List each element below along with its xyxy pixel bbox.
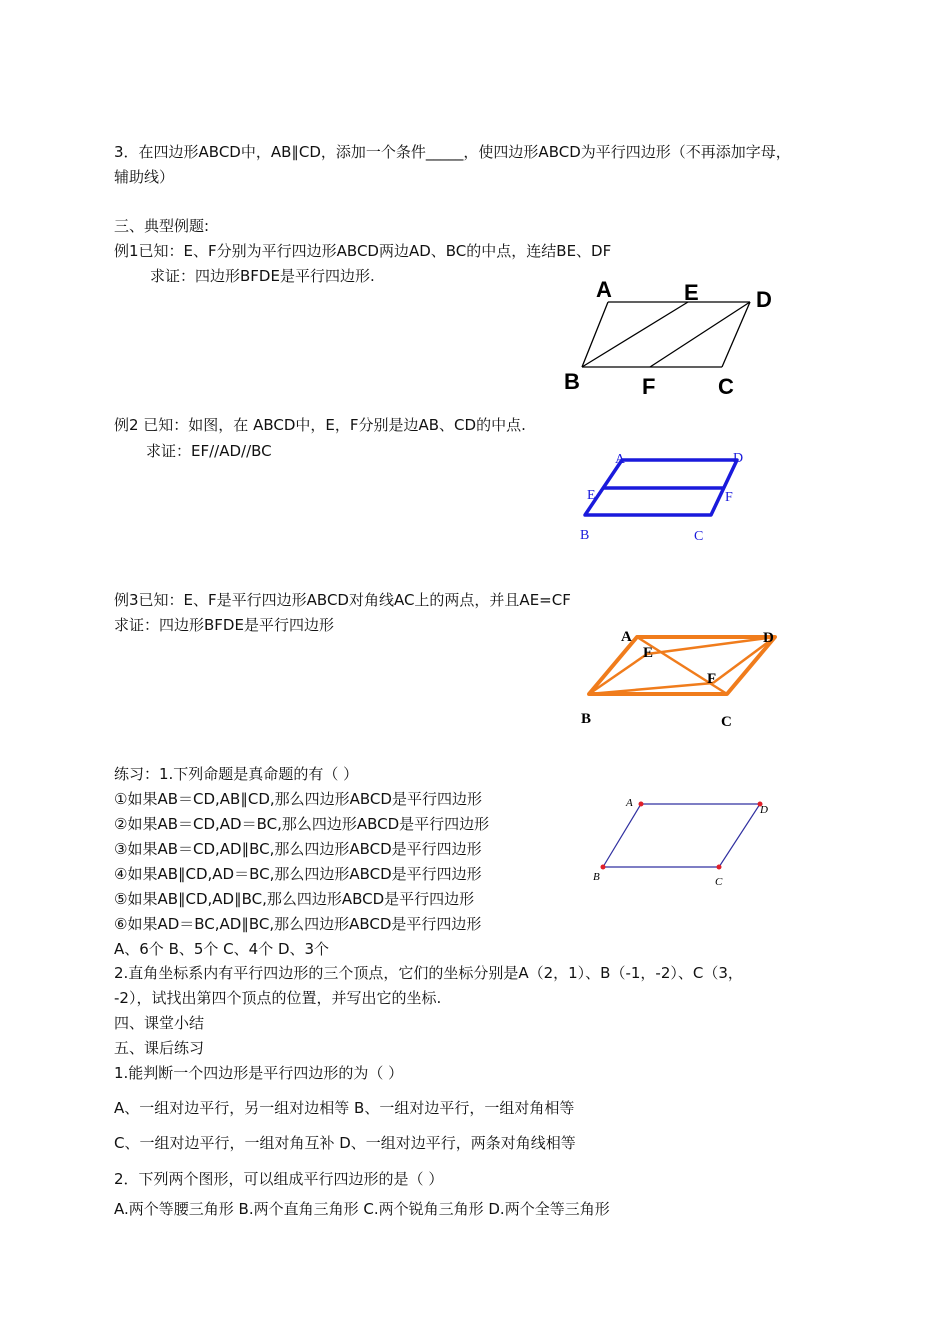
practice-parallelogram-svg: [585, 790, 785, 900]
practice-point-c: [717, 865, 722, 870]
q3-line2: 辅助线）: [114, 168, 175, 186]
practice-item-4: ④如果AB∥CD,AD＝BC,那么四边形ABCD是平行四边形: [114, 865, 482, 883]
ex2-label-a: A: [615, 452, 626, 467]
practice-label-d: D: [760, 804, 768, 816]
ex3-label-a: A: [621, 629, 632, 645]
ex2-label-c: C: [694, 529, 704, 544]
ex1-figure: [560, 275, 780, 405]
ex1-segment-fd: [650, 302, 750, 367]
practice-parallelogram: [603, 804, 760, 867]
hw-q2: 2．下列两个图形，可以组成平行四边形的是（ ）: [114, 1170, 444, 1188]
practice-label-c: C: [715, 876, 723, 888]
practice-item-3: ③如果AB＝CD,AD∥BC,那么四边形ABCD是平行四边形: [114, 840, 482, 858]
practice-title: 练习：1.下列命题是真命题的有（ ）: [114, 765, 359, 783]
ex1-edge-ba: [582, 302, 608, 367]
practice-item-6: ⑥如果AD＝BC,AD∥BC,那么四边形ABCD是平行四边形: [114, 915, 482, 933]
practice-item-2: ②如果AB＝CD,AD＝BC,那么四边形ABCD是平行四边形: [114, 815, 490, 833]
hw-q1-options-2: C、一组对边平行，一组对角互补 D、一组对边平行，两条对角线相等: [114, 1134, 576, 1152]
ex3-label-f: F: [707, 671, 717, 687]
hw-q1: 1.能判断一个四边形是平行四边形的为（ ）: [114, 1064, 404, 1082]
ex1-prove: 求证：四边形BFDE是平行四边形.: [150, 267, 375, 285]
ex2-parallelogram-svg: [575, 445, 755, 545]
hw-q1-options-1: A、一组对边平行，另一组对边相等 B、一组对边平行，一组对角相等: [114, 1099, 575, 1117]
ex1-label-b: B: [564, 369, 580, 394]
ex3-label-c: C: [721, 714, 732, 730]
ex2-label-e: E: [587, 488, 596, 503]
ex1-label-d: D: [756, 287, 772, 312]
ex1-parallelogram-svg: [560, 275, 780, 405]
practice-point-b: [601, 865, 606, 870]
practice-label-a: A: [626, 797, 633, 809]
practice-label-b: B: [593, 871, 600, 883]
hw-q2-options: A.两个等腰三角形 B.两个直角三角形 C.两个锐角三角形 D.两个全等三角形: [114, 1200, 610, 1218]
ex2-label-d: D: [733, 451, 744, 466]
q3-line1: 3．在四边形ABCD中，AB∥CD，添加一个条件_____，使四边形ABCD为平行四边形（不再添加字母，: [114, 143, 791, 161]
ex1-label-a: A: [596, 277, 612, 302]
section4-title: 四、课堂小结: [114, 1014, 205, 1032]
practice-point-a: [639, 802, 644, 807]
practice-item-1: ①如果AB＝CD,AB∥CD,那么四边形ABCD是平行四边形: [114, 790, 482, 808]
ex2-figure: [575, 445, 755, 545]
ex1-segment-be: [582, 302, 688, 367]
ex3-label-b: B: [581, 711, 592, 727]
ex2-given: 例2 已知：如图，在 ABCD中，E，F分别是边AB、CD的中点.: [114, 416, 526, 434]
ex2-label-b: B: [580, 528, 590, 543]
practice-options: A、6个 B、5个 C、4个 D、3个: [114, 940, 330, 958]
ex1-given: 例1已知：E、F分别为平行四边形ABCD两边AD、BC的中点，连结BE、DF: [114, 242, 612, 260]
ex1-label-c: C: [718, 374, 734, 399]
ex3-given: 例3已知：E、F是平行四边形ABCD对角线AC上的两点，并且AE=CF: [114, 591, 571, 609]
ex1-label-f: F: [642, 374, 656, 399]
practice-item-5: ⑤如果AB∥CD,AD∥BC,那么四边形ABCD是平行四边形: [114, 890, 475, 908]
ex3-figure: [575, 624, 785, 729]
ex2-label-f: F: [725, 490, 733, 505]
practice-figure: [585, 790, 785, 900]
ex3-label-e: E: [643, 645, 654, 661]
section3-title: 三、典型例题:: [114, 217, 210, 235]
ex1-label-e: E: [684, 280, 699, 305]
section5-title: 五、课后练习: [114, 1039, 205, 1057]
practice-q2-line1: 2.直角坐标系内有平行四边形的三个顶点，它们的坐标分别是A（2，1）、B（-1，-2）、C（3，: [114, 964, 743, 982]
ex3-prove: 求证：四边形BFDE是平行四边形: [114, 616, 334, 634]
ex3-label-d: D: [763, 630, 774, 646]
ex2-prove: 求证：EF//AD//BC: [146, 442, 272, 460]
ex3-parallelogram-svg: [575, 624, 785, 729]
practice-q2-line2: -2），试找出第四个顶点的位置，并写出它的坐标.: [114, 989, 442, 1007]
